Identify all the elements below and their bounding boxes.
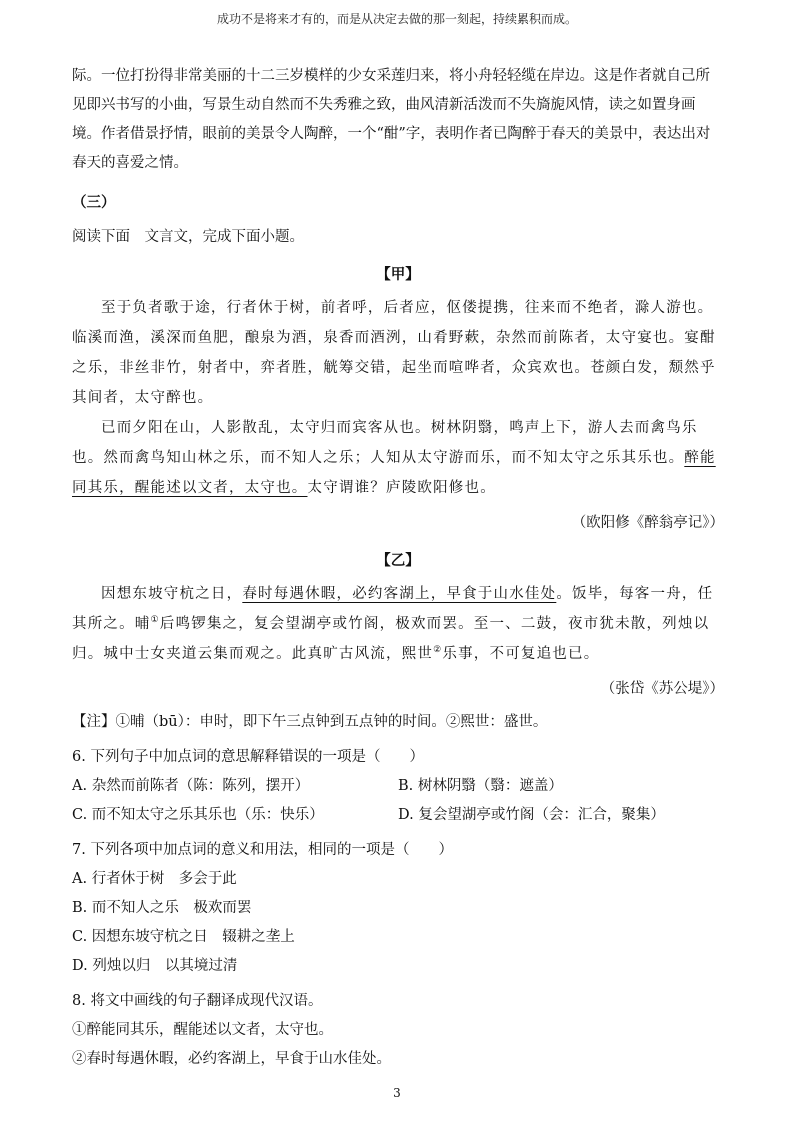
yi-mid-1: 。饭毕，每客一舟，任其所之。晡 (72, 586, 714, 632)
section-label: （三） (72, 194, 116, 211)
yi-pre: 因想东坡守杭之日， (101, 586, 243, 602)
passage-jia-title: 【甲】 (376, 266, 420, 283)
q6-option-b: B. 树林阴翳（翳：遮盖） (398, 778, 563, 794)
q6-option-a: A. 杂然而前陈者（陈：陈列，摆开） (72, 778, 310, 794)
instruction: 阅读下面 文言文，完成下面小题。 (72, 229, 304, 245)
jia-paragraph-1: 至于负者歌于途，行者休于树，前者呼，后者应，伛偻提携，往来而不绝者，滁人游也。临溪而渔，溪深而鱼肥，酿泉为酒，泉香而酒洌，山肴野蔌，杂然而前陈者，太守宴也。宴酣之乐，非丝非竹，射者中，弈者胜，觥筹交错，起坐而喧哗者，众宾欢也。苍颜白发，颓然乎其间者，太守醉也。 (72, 300, 716, 406)
note-marker-1: ① (150, 615, 160, 626)
yi-source: （张岱《苏公堤》） (600, 681, 724, 697)
passage-jia (72, 293, 724, 503)
yi-paragraph (72, 579, 724, 669)
annotation-note: 【注】①晡（bū）：申时，即下午三点钟到五点钟的时间。②熙世：盛世。 (72, 714, 548, 730)
question-7-stem: 7. 下列各项中加点词的意义和用法，相同的一项是（ ） (72, 842, 453, 858)
passage-yi (72, 579, 724, 669)
q8-sentence-1: ①醉能同其乐，醒能述以文者，太守也。 (72, 1022, 333, 1038)
passage-yi-title: 【乙】 (376, 552, 420, 569)
q7-option-c: C. 因想东坡守杭之日 辍耕之垄上 (72, 929, 295, 945)
page-header: 成功不是将来才有的，而是从决定去做的那一刻起，持续累积而成。 (216, 12, 577, 26)
intro-paragraph: 际。一位打扮得非常美丽的十二三岁模样的少女采莲归来，将小舟轻轻缆在岸边。这是作者就自己所见即兴书写的小曲，写景生动自然而不失秀雅之致，曲风清新活泼而不失旖旎风情，读之如置身画境。作者借景抒情，眼前的美景令人陶醉，一个“酣”字，表明作者已陶醉于春天的美景中，表达出对春天的喜爱之情。 (72, 68, 711, 171)
q7-option-a: A. 行者休于树 多会于此 (72, 871, 237, 887)
q6-option-d: D. 复会望湖亭或竹阁（会：汇合，聚集） (398, 807, 665, 823)
document-body (72, 62, 724, 1074)
question-6-stem: 6. 下列句子中加点词的意思解释错误的一项是（ ） (72, 749, 424, 765)
question-6-options-row-2 (72, 801, 724, 830)
jia-p2-post: 太守谓谁？庐陵欧阳修也。 (307, 480, 496, 496)
page-number: 3 (393, 1086, 401, 1100)
jia-paragraph-2 (72, 413, 724, 503)
q7-option-b: B. 而不知人之乐 极欢而罢 (72, 900, 252, 916)
q6-option-c: C. 而不知太守之乐其乐也（乐：快乐） (72, 807, 324, 823)
question-6-options-row-1 (72, 772, 724, 801)
q8-sentence-2: ②春时每遇休暇，必约客湖上，早食于山水佳处。 (72, 1051, 391, 1067)
jia-source: （欧阳修《醉翁亭记》） (571, 515, 724, 531)
question-8-stem: 8. 将文中画线的句子翻译成现代汉语。 (72, 993, 323, 1009)
q7-option-d: D. 列烛以归 以其境过清 (72, 958, 238, 974)
jia-p2-pre: 已而夕阳在山，人影散乱，太守归而宾客从也。树林阴翳，鸣声上下，游人去而禽鸟乐也。然而禽鸟知山林之乐，而不知人之乐；人知从太守游而乐，而不知太守之乐其乐也。 (72, 420, 698, 466)
jia-underlined-sentence: 醉能同其乐，醒能述以文者，太守也。 (72, 450, 716, 496)
yi-underlined-sentence: 春时每遇休暇，必约客湖上，早食于山水佳处 (242, 586, 557, 602)
yi-mid-2: 后鸣锣集之，复会望湖亭或竹阁，极欢而罢。至一、二鼓，夜市犹未散，列烛以归。城中士女夹道云集而观之。此真旷古风流，熙世 (72, 616, 710, 662)
note-marker-2: ② (433, 645, 443, 656)
yi-post: 乐事，不可复追也已。 (442, 646, 600, 662)
